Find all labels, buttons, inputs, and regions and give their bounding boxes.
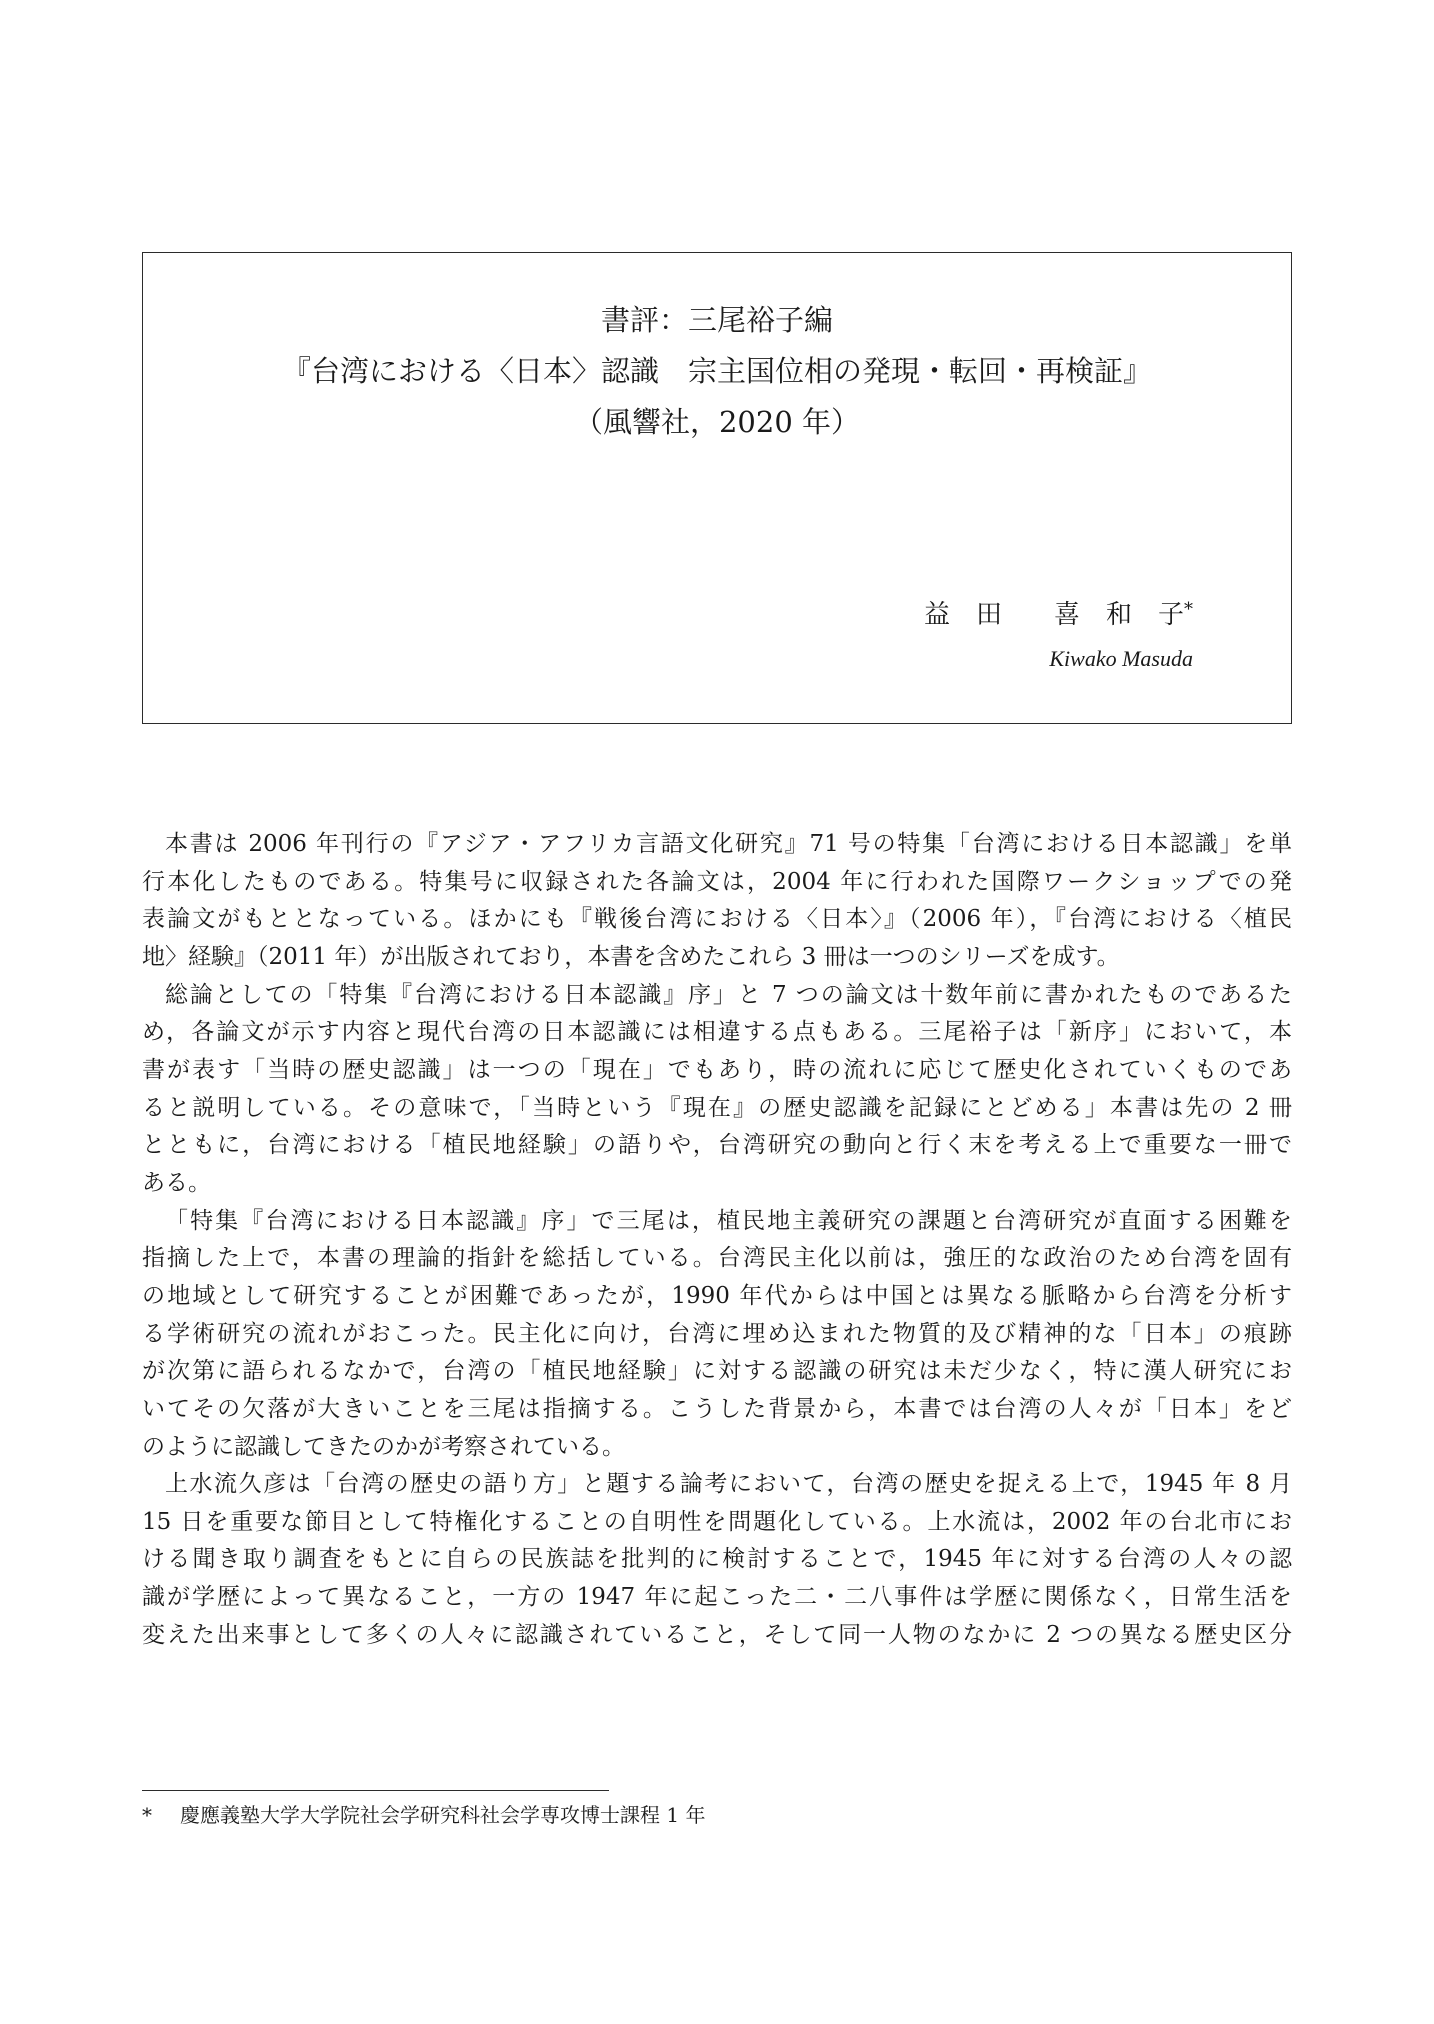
paragraph <box>142 977 1292 1203</box>
text-line: 書が表す「当時の歴史認識」は一つの「現在」でもあり，時の流れに応じて歴史化されていくものであ <box>142 1056 1292 1083</box>
body-text <box>142 826 1292 1654</box>
text-line: のように認識してきたのかが考察されている。 <box>142 1433 625 1460</box>
title-line-publisher: （風響社，2020 年） <box>573 405 861 439</box>
text-line: 指摘した上で，本書の理論的指針を総括している。台湾民主化以前は，強圧的な政治のため台湾を固有 <box>142 1245 1292 1272</box>
author-footnote-mark[interactable]: * <box>1184 599 1193 620</box>
text-line: 総論としての「特集『台湾における日本認識』序」と 7 つの論文は十数年前に書かれたものであるた <box>165 981 1292 1008</box>
footnote-mark: * <box>142 1803 152 1827</box>
review-title <box>143 295 1291 448</box>
paragraph <box>142 1466 1292 1654</box>
footnote-divider <box>142 1790 609 1791</box>
text-line: 本書は 2006 年刊行の『アジア・アフリカ言語文化研究』71 号の特集「台湾における日本認識」を単 <box>165 831 1292 857</box>
text-line: 地〉経験』（2011 年）が出版されており，本書を含めたこれら 3 冊は一つのシリーズを成す。 <box>142 943 1120 970</box>
text-line: いてその欠落が大きいことを三尾は指摘する。こうした背景から，本書では台湾の人々が「日本」をど <box>142 1395 1292 1422</box>
paragraph <box>142 1203 1292 1467</box>
text-line: 識が学歴によって異なること，一方の 1947 年に起こった二・二八事件は学歴に関係なく，日常生活を <box>142 1584 1292 1611</box>
text-line: 変えた出来事として多くの人々に認識されていること，そして同一人物のなかに 2 つの異なる歴史区分 <box>142 1621 1292 1648</box>
paragraph <box>142 826 1292 977</box>
text-line: 行本化したものである。特集号に収録された各論文は，2004 年に行われた国際ワークショップでの発 <box>142 868 1292 895</box>
footnote <box>142 1800 705 1830</box>
text-line: が次第に語られるなかで，台湾の「植民地経験」に対する認識の研究は未だ少なく，特に漢人研究にお <box>142 1358 1292 1385</box>
title-line-review-label: 書評：三尾裕子編 <box>600 303 833 337</box>
text-line: ある。 <box>142 1169 211 1196</box>
text-line: ける聞き取り調査をもとに自らの民族誌を批判的に検討することで，1945 年に対する台湾の人々の認 <box>142 1546 1292 1573</box>
text-line: の地域として研究することが困難であったが，1990 年代からは中国とは異なる脈略から台湾を分析す <box>142 1282 1292 1309</box>
text-line: ると説明している。その意味で，「当時という『現在』の歴史認識を記録にとどめる」本書は先の 2 冊 <box>142 1094 1292 1121</box>
text-line: 「特集『台湾における日本認識』序」で三尾は，植民地主義研究の課題と台湾研究が直面する困難を <box>165 1207 1292 1234</box>
text-line: る学術研究の流れがおこった。民主化に向け，台湾に埋め込まれた物質的及び精神的な「日本」の痕跡 <box>142 1320 1292 1347</box>
title-line-book-title: 『台湾における〈日本〉認識 宗主国位相の発現・転回・再検証』 <box>281 354 1152 388</box>
author-name-text: 益 田 喜 和 子 <box>923 600 1184 630</box>
text-line: 表論文がもととなっている。ほかにも『戦後台湾における〈日本〉』（2006 年），『台湾における〈植民 <box>142 906 1292 933</box>
author-name-roman: Kiwako Masuda <box>1049 646 1193 671</box>
text-line: 15 日を重要な節目として特権化することの自明性を問題化している。上水流は，2002 年の台北市にお <box>142 1508 1292 1535</box>
title-box <box>142 252 1292 724</box>
text-line: とともに，台湾における「植民地経験」の語りや，台湾研究の動向と行く末を考える上で重要な一冊で <box>142 1132 1292 1159</box>
footnote-text: 慶應義塾大学大学院社会学研究科社会学専攻博士課程 1 年 <box>180 1803 706 1827</box>
text-line: 上水流久彦は「台湾の歴史の語り方」と題する論考において，台湾の歴史を捉える上で，1945 年 8 月 <box>165 1471 1292 1498</box>
author-name <box>924 598 1193 635</box>
text-line: め，各論文が示す内容と現代台湾の日本認識には相違する点もある。三尾裕子は「新序」において，本 <box>142 1019 1292 1046</box>
